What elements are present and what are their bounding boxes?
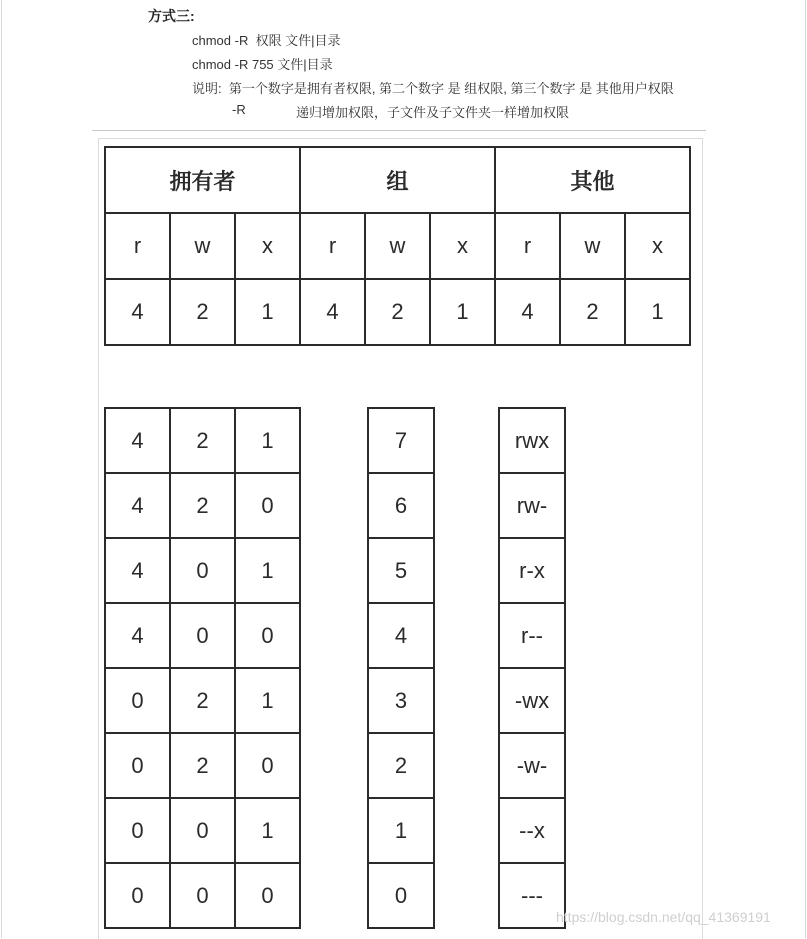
value-cell: 1	[625, 279, 690, 345]
table-row	[105, 733, 300, 798]
command-example-1: chmod -R 权限 文件|目录	[192, 33, 341, 48]
others-header: 其他	[495, 147, 690, 213]
value-cell: 4	[495, 279, 560, 345]
letter-cell: x	[235, 213, 300, 279]
symbolic-cell: rwx	[499, 408, 565, 473]
table-row	[368, 733, 434, 798]
letter-cell: w	[560, 213, 625, 279]
horizontal-divider	[92, 130, 706, 131]
letter-cell: x	[430, 213, 495, 279]
bit-cell: 2	[170, 408, 235, 473]
bit-cell: 4	[105, 538, 170, 603]
octal-value-table	[367, 407, 435, 929]
permission-bits-table	[104, 407, 301, 929]
octal-cell: 0	[368, 863, 434, 928]
table-row	[105, 798, 300, 863]
value-cell: 2	[365, 279, 430, 345]
recursive-flag: -R	[232, 102, 246, 117]
owner-header: 拥有者	[105, 147, 300, 213]
symbolic-cell: r--	[499, 603, 565, 668]
letter-cell: r	[300, 213, 365, 279]
bit-cell: 0	[170, 603, 235, 668]
table-row	[499, 668, 565, 733]
bit-cell: 0	[105, 668, 170, 733]
bit-cell: 4	[105, 408, 170, 473]
symbolic-cell: -wx	[499, 668, 565, 733]
octal-cell: 3	[368, 668, 434, 733]
octal-cell: 6	[368, 473, 434, 538]
symbolic-cell: rw-	[499, 473, 565, 538]
value-cell: 2	[170, 279, 235, 345]
value-cell: 1	[235, 279, 300, 345]
table-row	[368, 538, 434, 603]
symbolic-cell: -w-	[499, 733, 565, 798]
bit-cell: 1	[235, 798, 300, 863]
recursive-flag-description: 递归增加权限，子文件及子文件夹一样增加权限	[296, 105, 570, 120]
bit-cell: 1	[235, 408, 300, 473]
octal-cell: 4	[368, 603, 434, 668]
table-row	[105, 213, 690, 279]
bit-cell: 0	[105, 798, 170, 863]
section-heading: 方式三:	[148, 8, 195, 24]
letter-cell: w	[170, 213, 235, 279]
permission-figure	[98, 138, 703, 939]
table-row	[368, 603, 434, 668]
page-left-border	[1, 0, 2, 938]
bit-cell: 1	[235, 538, 300, 603]
bit-cell: 1	[235, 668, 300, 733]
bit-cell: 0	[170, 538, 235, 603]
bit-cell: 0	[235, 733, 300, 798]
table-row	[368, 798, 434, 863]
table-row	[499, 603, 565, 668]
letter-cell: r	[495, 213, 560, 279]
table-row	[105, 147, 690, 213]
group-header: 组	[300, 147, 495, 213]
bit-cell: 2	[170, 473, 235, 538]
bit-cell: 0	[105, 733, 170, 798]
bit-cell: 0	[105, 863, 170, 928]
table-row	[105, 473, 300, 538]
bit-cell: 0	[170, 863, 235, 928]
bit-cell: 0	[235, 863, 300, 928]
bit-cell: 0	[170, 798, 235, 863]
symbolic-cell: r-x	[499, 538, 565, 603]
table-row	[368, 668, 434, 733]
table-row	[368, 473, 434, 538]
value-cell: 4	[300, 279, 365, 345]
octal-cell: 5	[368, 538, 434, 603]
symbolic-permission-table	[498, 407, 566, 929]
permission-header-table	[104, 146, 691, 346]
octal-cell: 7	[368, 408, 434, 473]
table-row	[105, 538, 300, 603]
table-row	[499, 408, 565, 473]
table-row	[368, 863, 434, 928]
watermark-text: https://blog.csdn.net/qq_41369191	[556, 909, 771, 925]
table-row	[499, 473, 565, 538]
bit-cell: 4	[105, 473, 170, 538]
bit-cell: 0	[235, 603, 300, 668]
explanation-line: 说明: 第一个数字是拥有者权限, 第二个数字 是 组权限, 第三个数字 是 其他用户权限	[192, 81, 674, 96]
bit-cell: 4	[105, 603, 170, 668]
bit-cell: 0	[235, 473, 300, 538]
letter-cell: w	[365, 213, 430, 279]
table-row	[499, 733, 565, 798]
value-cell: 4	[105, 279, 170, 345]
bit-cell: 2	[170, 733, 235, 798]
table-row	[105, 279, 690, 345]
table-row	[105, 603, 300, 668]
value-cell: 2	[560, 279, 625, 345]
letter-cell: x	[625, 213, 690, 279]
letter-cell: r	[105, 213, 170, 279]
table-row	[368, 408, 434, 473]
table-row	[105, 668, 300, 733]
octal-cell: 1	[368, 798, 434, 863]
symbolic-cell: --x	[499, 798, 565, 863]
symbolic-cell: ---	[499, 863, 565, 928]
octal-cell: 2	[368, 733, 434, 798]
table-row	[105, 863, 300, 928]
command-example-2: chmod -R 755 文件|目录	[192, 57, 333, 72]
table-row	[499, 798, 565, 863]
page-right-border	[805, 0, 806, 938]
value-cell: 1	[430, 279, 495, 345]
table-row	[499, 538, 565, 603]
table-row	[105, 408, 300, 473]
bit-cell: 2	[170, 668, 235, 733]
